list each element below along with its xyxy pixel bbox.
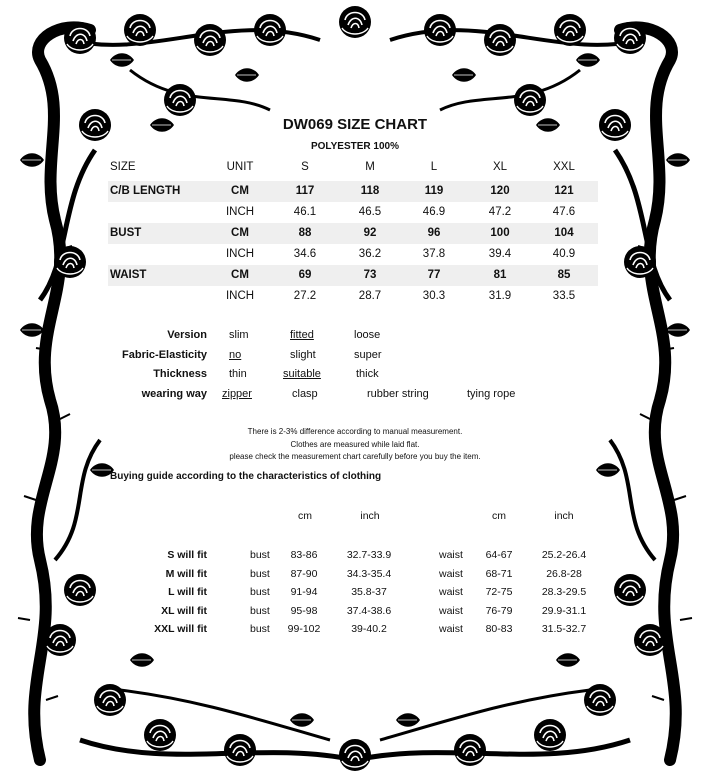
chart-title: DW069 SIZE CHART — [282, 116, 428, 133]
value-cell: 100 — [490, 227, 510, 239]
bust-cm: 83-86 — [290, 549, 318, 561]
unit-cell: CM — [231, 269, 249, 281]
waist-cm: 68-71 — [485, 567, 513, 580]
value-cell: 30.3 — [422, 290, 446, 302]
value-cell: 37.8 — [422, 248, 446, 260]
value-cell: 36.2 — [358, 248, 382, 260]
waist-label: waist — [439, 586, 463, 598]
bust-inch: 35.8-37 — [351, 586, 387, 598]
attribute-option: fitted — [290, 329, 314, 341]
unit-cell: CM — [231, 185, 249, 197]
value-cell: 34.6 — [293, 248, 317, 260]
guide-header: inch — [554, 510, 574, 522]
guide-header: cm — [298, 510, 312, 522]
attribute-option: super — [354, 348, 382, 361]
bust-cm: 91-94 — [290, 586, 318, 598]
attribute-label: Thickness — [153, 368, 207, 380]
unit-cell: INCH — [225, 290, 255, 302]
unit-cell: INCH — [225, 206, 255, 218]
attribute-option: slim — [229, 329, 249, 341]
value-cell: 69 — [298, 269, 312, 281]
bust-cm: 95-98 — [290, 604, 318, 617]
fit-label: XXL will fit — [154, 623, 207, 635]
bust-inch: 34.3-35.4 — [346, 567, 392, 580]
value-cell: 46.1 — [293, 206, 317, 218]
waist-inch: 31.5-32.7 — [541, 623, 587, 635]
waist-inch: 29.9-31.1 — [541, 604, 587, 617]
row-label: WAIST — [110, 269, 147, 281]
waist-label: waist — [439, 623, 463, 635]
attribute-option: slight — [290, 348, 316, 361]
value-cell: 119 — [424, 185, 444, 197]
value-cell: 81 — [493, 269, 507, 281]
attribute-option: zipper — [222, 387, 252, 400]
size-table-header: L — [430, 161, 438, 173]
size-table-header: UNIT — [226, 161, 254, 173]
bust-label: bust — [250, 549, 270, 561]
value-cell: 96 — [427, 227, 441, 239]
value-cell: 33.5 — [552, 290, 576, 302]
unit-cell: INCH — [225, 248, 255, 260]
value-cell: 120 — [490, 185, 510, 197]
value-cell: 117 — [295, 185, 315, 197]
bust-label: bust — [250, 586, 270, 598]
attribute-option: no — [229, 348, 242, 361]
bust-inch: 37.4-38.6 — [346, 604, 392, 617]
value-cell: 118 — [360, 185, 380, 197]
waist-label: waist — [439, 549, 463, 561]
value-cell: 92 — [363, 227, 377, 239]
attribute-option: thick — [356, 368, 379, 380]
note-line: There is 2-3% difference according to manual measurement. — [247, 427, 463, 436]
waist-inch: 26.8-28 — [546, 567, 582, 580]
value-cell: 121 — [554, 185, 574, 197]
attribute-label: Version — [167, 329, 207, 341]
size-table-header: XXL — [553, 161, 575, 173]
guide-header: cm — [492, 510, 506, 522]
unit-cell: CM — [231, 227, 249, 239]
attribute-label: Fabric-Elasticity — [122, 348, 207, 361]
value-cell: 47.2 — [488, 206, 512, 218]
fit-label: S will fit — [167, 549, 207, 561]
row-label: C/B LENGTH — [110, 185, 181, 197]
attribute-option: clasp — [292, 387, 318, 400]
waist-inch: 25.2-26.4 — [541, 549, 587, 561]
material-subtitle: POLYESTER 100% — [310, 141, 399, 152]
value-cell: 85 — [557, 269, 571, 281]
waist-cm: 72-75 — [485, 586, 513, 598]
size-table-header: SIZE — [110, 161, 136, 173]
bust-inch: 39-40.2 — [351, 623, 387, 635]
bust-cm: 87-90 — [290, 567, 318, 580]
size-table-header: S — [301, 161, 309, 173]
value-cell: 40.9 — [552, 248, 576, 260]
row-label: BUST — [110, 227, 142, 239]
guide-header: inch — [360, 510, 380, 522]
bust-inch: 32.7-33.9 — [346, 549, 392, 561]
bust-label: bust — [250, 567, 270, 580]
value-cell: 39.4 — [488, 248, 512, 260]
bust-label: bust — [250, 604, 270, 617]
fit-label: L will fit — [168, 586, 207, 598]
attribute-option: suitable — [283, 368, 321, 380]
value-cell: 47.6 — [552, 206, 576, 218]
value-cell: 77 — [427, 269, 441, 281]
size-table-header: XL — [492, 161, 508, 173]
note-line: Clothes are measured while laid flat. — [290, 440, 420, 449]
value-cell: 27.2 — [293, 290, 317, 302]
waist-cm: 80-83 — [485, 623, 513, 635]
attribute-option: rubber string — [367, 387, 429, 400]
waist-label: waist — [439, 604, 463, 617]
note-line: please check the measurement chart carefully before you buy the item. — [229, 452, 481, 461]
attribute-label: wearing way — [141, 387, 207, 400]
waist-cm: 64-67 — [485, 549, 513, 561]
bust-cm: 99-102 — [287, 623, 321, 635]
fit-label: XL will fit — [161, 604, 207, 617]
value-cell: 28.7 — [358, 290, 382, 302]
attribute-option: thin — [229, 368, 247, 380]
attribute-option: tying rope — [467, 387, 516, 400]
waist-cm: 76-79 — [485, 604, 513, 617]
value-cell: 88 — [298, 227, 312, 239]
waist-inch: 28.3-29.5 — [541, 586, 587, 598]
value-cell: 31.9 — [488, 290, 512, 302]
attribute-option: loose — [354, 329, 381, 341]
bust-label: bust — [250, 623, 270, 635]
value-cell: 46.9 — [422, 206, 446, 218]
buying-guide-title: Buying guide according to the characteristics of clothing — [110, 471, 382, 482]
size-table-header: M — [365, 161, 375, 173]
value-cell: 46.5 — [358, 206, 382, 218]
fit-label: M will fit — [165, 567, 207, 580]
value-cell: 104 — [554, 227, 574, 239]
waist-label: waist — [439, 567, 463, 580]
value-cell: 73 — [363, 269, 377, 281]
